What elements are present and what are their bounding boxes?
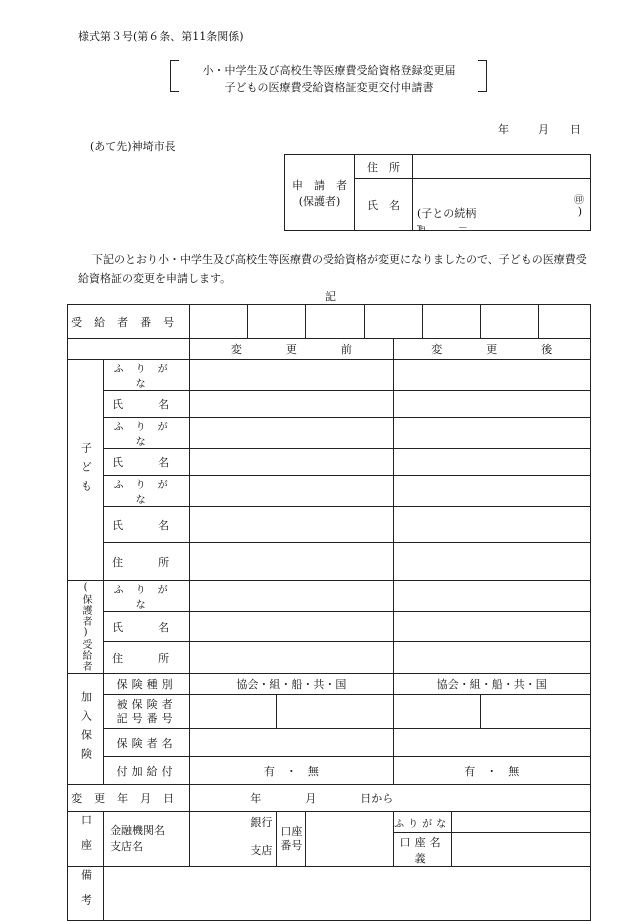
- child2-name-before[interactable]: [190, 449, 393, 476]
- child3-name-after[interactable]: [393, 507, 590, 543]
- acct-holder-field[interactable]: [451, 833, 590, 867]
- acct-holder-label: 口座名義: [393, 833, 451, 867]
- acct-no-label: [277, 812, 306, 867]
- insured-number-before[interactable]: [277, 695, 393, 729]
- furigana-label: ふりがな: [104, 476, 190, 507]
- branch-suffix: 支店: [250, 844, 273, 857]
- recipient-no-box[interactable]: [248, 305, 306, 339]
- insured-symbol-after[interactable]: [393, 695, 480, 729]
- applicant-address-field[interactable]: [413, 155, 591, 179]
- bank-label: 金融機関名: [110, 824, 166, 837]
- insurance-label: 加入保険: [79, 691, 93, 767]
- child1-furigana-after[interactable]: [393, 360, 590, 391]
- recipient-label: (保護者)受給者: [80, 582, 92, 672]
- child1-name-before[interactable]: [190, 391, 393, 418]
- addressee: (あて先)神埼市長: [90, 140, 176, 153]
- recipient-group-label: [68, 581, 104, 674]
- bank-label-cell: [104, 812, 190, 867]
- name-label: 氏 名: [104, 612, 190, 642]
- recipient-no-box[interactable]: [364, 305, 422, 339]
- recipient-address-before[interactable]: [190, 642, 393, 674]
- insured-symbol-before[interactable]: [190, 695, 277, 729]
- recipient-no-box[interactable]: [538, 305, 590, 339]
- applicant-heading-sub: (保護者): [298, 194, 341, 208]
- name-label: 氏 名: [104, 391, 190, 418]
- child2-furigana-before[interactable]: [190, 418, 393, 449]
- change-date-field[interactable]: 年 月 日から: [190, 785, 591, 812]
- applicant-name-label: 氏 名: [355, 179, 413, 231]
- recipient-name-after[interactable]: [393, 612, 590, 642]
- insurer-name-label: 保険者名: [104, 729, 190, 757]
- date-day: 日: [570, 123, 581, 136]
- recipient-no-box[interactable]: [480, 305, 538, 339]
- account-label: 口座: [79, 814, 93, 864]
- applicant-address-label: 住 所: [355, 155, 413, 179]
- main-form-table: [67, 304, 591, 921]
- furigana-label: ふりがな: [104, 360, 190, 391]
- insured-number-after[interactable]: [480, 695, 590, 729]
- intro-text: 下記のとおり小・中学生及び高校生等医療費の受給資格が変更になりましたので、子どもの医療費受給資格証の変更を申請します。: [78, 253, 587, 285]
- blank-header-cell: [68, 339, 190, 360]
- recipient-address-after[interactable]: [393, 642, 590, 674]
- child3-furigana-before[interactable]: [190, 476, 393, 507]
- insured-no-label-1: 被保険者: [116, 697, 177, 711]
- acct-furigana-label: ふりがな: [393, 812, 451, 833]
- benefit-label: 付加給付: [104, 757, 190, 785]
- child1-name-after[interactable]: [393, 391, 590, 418]
- account-label-cell: [68, 812, 104, 867]
- tel-label: ℡ －: [417, 223, 468, 234]
- ki-label: 記: [325, 290, 336, 303]
- applicant-table: [284, 154, 591, 234]
- address-label: 住 所: [104, 543, 190, 581]
- recipient-no-box[interactable]: [306, 305, 364, 339]
- insured-no-label-2: 記号番号: [116, 711, 177, 725]
- insurance-type-after[interactable]: 協会・組・船・共・国: [393, 674, 590, 695]
- insurer-name-after[interactable]: [393, 729, 590, 757]
- date-month: 月: [538, 123, 549, 136]
- insurance-type-label: 保険種別: [104, 674, 190, 695]
- bank-field[interactable]: [190, 812, 277, 867]
- seal-mark: ㊞: [574, 195, 584, 206]
- child-address-before[interactable]: [190, 543, 393, 581]
- child2-name-after[interactable]: [393, 449, 590, 476]
- applicant-name-field[interactable]: [413, 179, 591, 234]
- benefit-after[interactable]: 有 ・ 無: [393, 757, 590, 785]
- remarks-label-cell: [68, 867, 104, 921]
- relation-close: ): [577, 205, 582, 218]
- insurance-type-before[interactable]: 協会・組・船・共・国: [190, 674, 393, 695]
- acct-no-label-2: 番号: [280, 839, 303, 852]
- form-number: 様式第３号(第６条、第11条関係): [78, 30, 244, 43]
- title-bracket-right: [478, 60, 487, 92]
- recipient-no-box[interactable]: [190, 305, 248, 339]
- acct-no-field[interactable]: [306, 812, 393, 867]
- remarks-field[interactable]: [104, 867, 591, 921]
- name-label: 氏 名: [104, 507, 190, 543]
- child-address-after[interactable]: [393, 543, 590, 581]
- acct-furigana-field[interactable]: [451, 812, 590, 833]
- title-line2: 子どもの医療費受給資格証変更交付申請書: [224, 81, 434, 94]
- title-bracket-left: [170, 60, 179, 92]
- insurer-name-before[interactable]: [190, 729, 393, 757]
- insurance-group-label: [68, 674, 104, 785]
- remarks-label: 備考: [79, 868, 93, 919]
- recipient-no-label: 受給者番号: [68, 305, 190, 339]
- title-line1: 小・中学生及び高校生等医療費受給資格登録変更届: [202, 64, 456, 77]
- after-header: 変 更 後: [393, 339, 590, 360]
- date-year: 年: [498, 123, 509, 136]
- name-label: 氏 名: [104, 449, 190, 476]
- child3-name-before[interactable]: [190, 507, 393, 543]
- child1-furigana-before[interactable]: [190, 360, 393, 391]
- recipient-name-before[interactable]: [190, 612, 393, 642]
- recipient-no-box[interactable]: [422, 305, 480, 339]
- child2-furigana-after[interactable]: [393, 418, 590, 449]
- furigana-label: ふりがな: [104, 418, 190, 449]
- child3-furigana-after[interactable]: [393, 476, 590, 507]
- furigana-label: ふりがな: [104, 581, 190, 612]
- acct-no-label-1: 口座: [280, 825, 303, 838]
- child-label: 子ども: [79, 441, 93, 499]
- before-header: 変 更 前: [190, 339, 393, 360]
- bank-suffix: 銀行: [250, 816, 273, 829]
- relation-label: (子との続柄: [417, 207, 477, 220]
- change-date-label: 変更年月日: [68, 785, 190, 812]
- recipient-furigana-before[interactable]: [190, 581, 393, 612]
- applicant-heading: 申 請 者: [292, 178, 347, 192]
- applicant-heading-cell: [285, 155, 355, 231]
- branch-label: 支店名: [110, 840, 144, 853]
- child-group-label: [68, 360, 104, 581]
- recipient-furigana-after[interactable]: [393, 581, 590, 612]
- address-label: 住 所: [104, 642, 190, 674]
- benefit-before[interactable]: 有 ・ 無: [190, 757, 393, 785]
- insured-no-label: [104, 695, 190, 729]
